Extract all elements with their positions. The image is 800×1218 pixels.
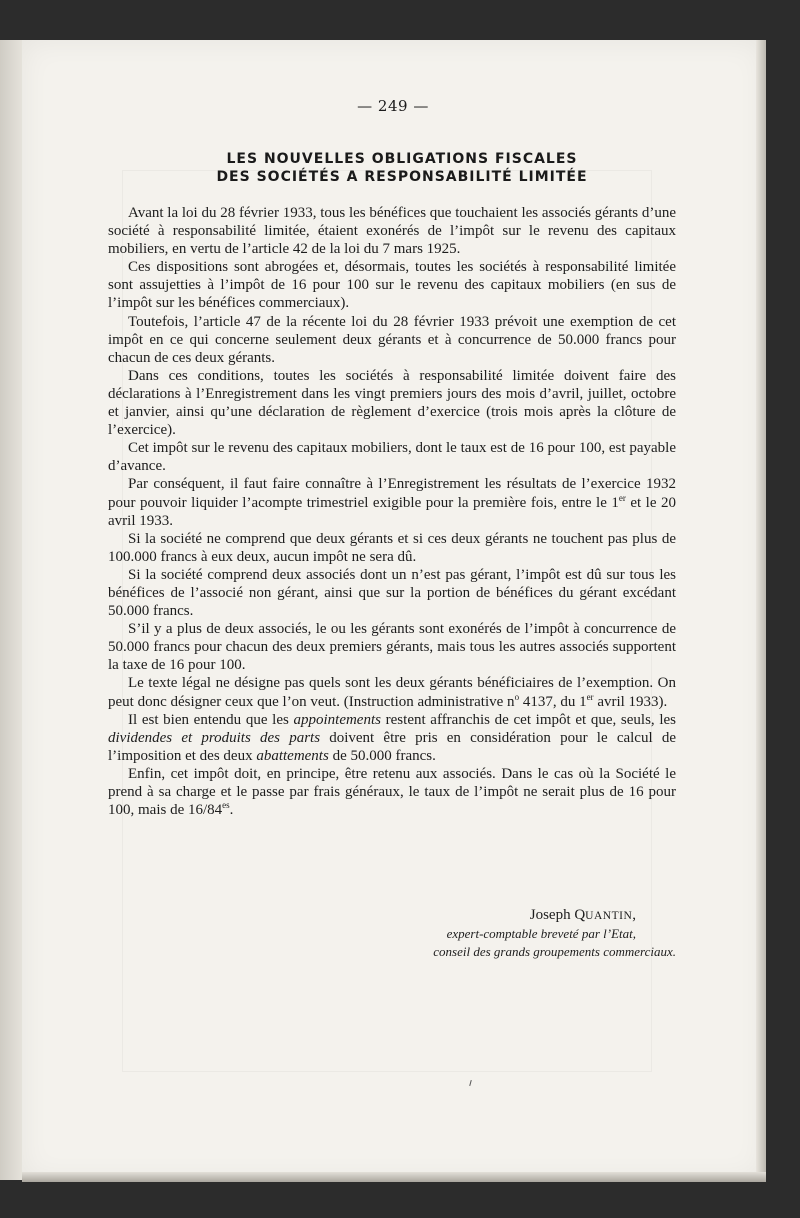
article-heading [82, 150, 722, 186]
paragraph-11-italic-3: abattements [256, 747, 329, 764]
paragraph-8: Si la société comprend deux associés dont un n’est pas gérant, l’impôt est dû sur tous les bénéfices de l’associé non gérant, ainsi que sur la portion de bénéfices du gérant excédant 50.000 francs. [108, 566, 676, 620]
paragraph-3: Toutefois, l’article 47 de la récente loi du 28 février 1933 prévoit une exemption de cet impôt en ce qui concerne seulement deux gérants et à concurrence de 50.000 francs pour chacun de ces deux gérants. [108, 313, 676, 366]
paragraph-10-text-c: avril 1933). [593, 693, 668, 710]
paragraph-11-text-b: restent affranchis de cet impôt et que, seuls, les [380, 711, 676, 728]
paragraph-10-superscript-2: er [586, 691, 594, 702]
paragraph-11-text-c: doivent être pris en considération pour le calcul de l’imposition et des deux [108, 729, 676, 764]
paragraph-11-text-a: Il est bien entendu que les [128, 711, 294, 728]
paragraph-10 [108, 674, 676, 710]
ink-mark [469, 1080, 472, 1086]
paragraph-6-text-a: Par conséquent, il faut faire connaître à l’Enregistrement les résultats de l’exercice 1932 pour pouvoir liquider l’acompte trimestriel exigible pour la première fois, entre le 1 [108, 476, 676, 511]
article-body [108, 204, 676, 819]
page-right-edge [756, 40, 766, 1180]
page-bottom-edge [22, 1172, 766, 1182]
paragraph-6-text-b: et le 20 avril 1933. [108, 494, 676, 529]
signature-name [322, 906, 636, 925]
paragraph-2: Ces dispositions sont abrogées et, désormais, toutes les sociétés à responsabilité limitée sont assujetties à l’impôt de 16 pour 100 sur le revenu des capitaux mobiliers (en sus de l’impôt sur les bénéfices commerciaux). [108, 259, 676, 312]
signature-comma: , [632, 907, 636, 923]
heading-line-1: LES NOUVELLES OBLIGATIONS FISCALES [226, 151, 578, 167]
page-number: — 249 — [357, 97, 429, 115]
signature-title-1: expert-comptable breveté par l’Etat, [446, 926, 636, 941]
paragraph-11-text-d: de 50.000 francs. [328, 747, 436, 764]
paragraph-6-superscript: er [618, 492, 626, 503]
paragraph-12-superscript: es [222, 800, 230, 811]
signature-surname-rest: UANTIN [585, 910, 633, 922]
paragraph-10-superscript-1: o [514, 691, 520, 702]
paragraph-12 [108, 765, 676, 819]
paragraph-4: Dans ces conditions, toutes les sociétés à responsabilité limitée doivent faire des déclarations à l’Enregistrement dans les vingt premiers jours des mois d’avril, juillet, octobre et janvier, ainsi qu’une déclaration de règlement d’exercice (trois mois après la clôture de l’exercice). [108, 367, 676, 439]
paragraph-7: Si la société ne comprend que deux gérants et si ces deux gérants ne touchent pas plus de 100.000 francs à eux deux, aucun impôt ne sera dû. [108, 530, 676, 565]
paragraph-1: Avant la loi du 28 février 1933, tous les bénéfices que touchaient les associés gérants d’une société à responsabilité limitée, étaient exonérés de l’impôt sur le revenu des capitaux mobiliers, en vertu de l’article 42 de la loi du 7 mars 1925. [108, 205, 676, 258]
signature-block [322, 906, 676, 961]
paragraph-10-text-a: Le texte légal ne désigne pas quels sont les deux gérants bénéficiaires de l’exemption. On peut donc désigner ceux que l’on veut. (Instruction administrative n [108, 675, 676, 710]
paragraph-9: S’il y a plus de deux associés, le ou les gérants sont exonérés de l’impôt à concurrence de 50.000 francs pour chacun des deux premiers gérants, mais tous les autres associés supportent la taxe de 16 pour 100. [108, 621, 676, 674]
paragraph-5: Cet impôt sur le revenu des capitaux mobiliers, dont le taux est de 16 pour 100, est payable d’avance. [108, 440, 676, 475]
document-page [22, 40, 764, 1180]
paragraph-11-italic-1: appointements [293, 711, 381, 728]
signature-surname-initial: Q [574, 907, 586, 923]
signature-title-2: conseil des grands groupements commerciaux. [433, 944, 676, 959]
paragraph-12-text-b: . [229, 802, 234, 819]
paragraph-10-text-b: 4137, du 1 [519, 693, 587, 710]
signature-first-name: Joseph [529, 907, 575, 923]
paragraph-11 [108, 711, 676, 765]
paragraph-6 [108, 475, 676, 529]
heading-line-2: DES SOCIÉTÉS A RESPONSABILITÉ LIMITÉE [216, 169, 588, 185]
paragraph-11-italic-2: dividendes et produits des parts [108, 729, 321, 746]
paragraph-12-text-a: Enfin, cet impôt doit, en principe, être retenu aux associés. Dans le cas où la Société le prend à sa charge et le passe par frais généraux, le taux de l’impôt ne serait plus de 16 pour 100, mais de 16/84 [108, 765, 676, 819]
